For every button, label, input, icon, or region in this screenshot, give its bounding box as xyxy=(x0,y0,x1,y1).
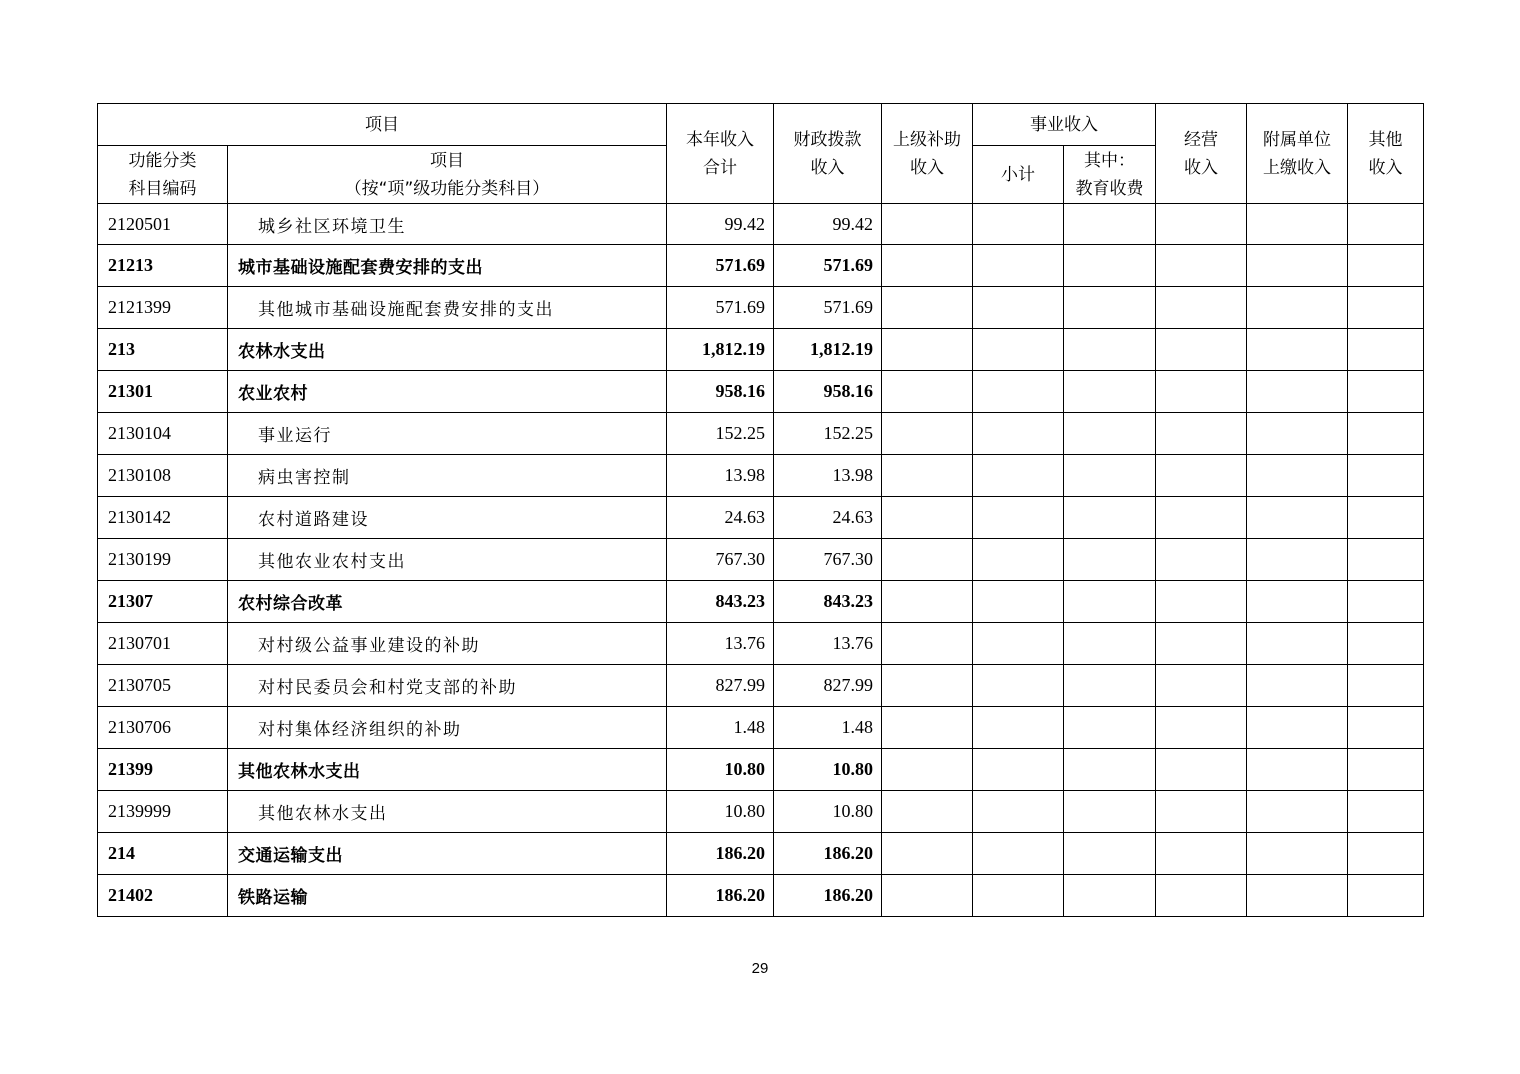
affiliated-income-cell xyxy=(1247,204,1348,245)
operating-income-cell xyxy=(1156,245,1247,287)
income-budget-table xyxy=(97,103,1424,917)
table-row xyxy=(98,329,1424,371)
total-income-cell: 1.48 xyxy=(667,707,774,749)
business-subtotal-cell xyxy=(973,581,1064,623)
header-business-income: 事业收入 xyxy=(973,104,1156,146)
superior-subsidy-cell xyxy=(882,455,973,497)
item-name-cell: 农林水支出 xyxy=(228,329,667,371)
item-name-cell: 城市基础设施配套费安排的支出 xyxy=(228,245,667,287)
function-code-cell: 2130706 xyxy=(98,707,228,749)
item-name-cell: 交通运输支出 xyxy=(228,833,667,875)
operating-income-cell xyxy=(1156,497,1247,539)
item-name-cell: 对村民委员会和村党支部的补助 xyxy=(228,665,667,707)
affiliated-income-cell xyxy=(1247,329,1348,371)
total-income-cell: 186.20 xyxy=(667,875,774,917)
other-income-cell xyxy=(1348,287,1424,329)
operating-income-cell xyxy=(1156,833,1247,875)
total-income-cell: 10.80 xyxy=(667,791,774,833)
operating-income-cell xyxy=(1156,665,1247,707)
education-fee-cell xyxy=(1064,749,1156,791)
business-subtotal-cell xyxy=(973,497,1064,539)
business-subtotal-cell xyxy=(973,455,1064,497)
item-name-cell: 其他农林水支出 xyxy=(228,749,667,791)
other-income-cell xyxy=(1348,791,1424,833)
fiscal-appropriation-cell: 571.69 xyxy=(774,245,882,287)
table-row xyxy=(98,287,1424,329)
function-code-cell: 213 xyxy=(98,329,228,371)
total-income-cell: 10.80 xyxy=(667,749,774,791)
table-body xyxy=(98,204,1424,917)
header-subtotal: 小计 xyxy=(973,146,1064,204)
table-row xyxy=(98,623,1424,665)
item-name-cell: 对村集体经济组织的补助 xyxy=(228,707,667,749)
other-income-cell xyxy=(1348,413,1424,455)
education-fee-cell xyxy=(1064,623,1156,665)
education-fee-cell xyxy=(1064,497,1156,539)
other-income-cell xyxy=(1348,707,1424,749)
item-name-cell: 其他农业农村支出 xyxy=(228,539,667,581)
operating-income-cell xyxy=(1156,539,1247,581)
operating-income-cell xyxy=(1156,623,1247,665)
total-income-cell: 1,812.19 xyxy=(667,329,774,371)
function-code-cell: 214 xyxy=(98,833,228,875)
header-project: 项目 xyxy=(98,104,667,146)
superior-subsidy-cell xyxy=(882,413,973,455)
total-income-cell: 152.25 xyxy=(667,413,774,455)
superior-subsidy-cell xyxy=(882,749,973,791)
education-fee-cell xyxy=(1064,413,1156,455)
total-income-cell: 767.30 xyxy=(667,539,774,581)
business-subtotal-cell xyxy=(973,204,1064,245)
affiliated-income-cell xyxy=(1247,371,1348,413)
fiscal-appropriation-cell: 767.30 xyxy=(774,539,882,581)
function-code-cell: 2130705 xyxy=(98,665,228,707)
total-income-cell: 13.76 xyxy=(667,623,774,665)
superior-subsidy-cell xyxy=(882,833,973,875)
superior-subsidy-cell xyxy=(882,245,973,287)
table-row xyxy=(98,245,1424,287)
fiscal-appropriation-cell: 1,812.19 xyxy=(774,329,882,371)
item-name-cell: 其他农林水支出 xyxy=(228,791,667,833)
affiliated-income-cell xyxy=(1247,665,1348,707)
item-name-cell: 农业农村 xyxy=(228,371,667,413)
business-subtotal-cell xyxy=(973,665,1064,707)
item-name-cell: 农村道路建设 xyxy=(228,497,667,539)
affiliated-income-cell xyxy=(1247,539,1348,581)
total-income-cell: 958.16 xyxy=(667,371,774,413)
affiliated-income-cell xyxy=(1247,833,1348,875)
other-income-cell xyxy=(1348,204,1424,245)
header-superior-subsidy: 上级补助 收入 xyxy=(882,104,973,204)
operating-income-cell xyxy=(1156,413,1247,455)
other-income-cell xyxy=(1348,665,1424,707)
business-subtotal-cell xyxy=(973,749,1064,791)
fiscal-appropriation-cell: 13.98 xyxy=(774,455,882,497)
business-subtotal-cell xyxy=(973,875,1064,917)
function-code-cell: 2130142 xyxy=(98,497,228,539)
affiliated-income-cell xyxy=(1247,875,1348,917)
business-subtotal-cell xyxy=(973,329,1064,371)
other-income-cell xyxy=(1348,539,1424,581)
header-fiscal-appropriation: 财政拨款 收入 xyxy=(774,104,882,204)
affiliated-income-cell xyxy=(1247,623,1348,665)
header-total-income: 本年收入 合计 xyxy=(667,104,774,204)
item-name-cell: 铁路运输 xyxy=(228,875,667,917)
superior-subsidy-cell xyxy=(882,665,973,707)
operating-income-cell xyxy=(1156,791,1247,833)
fiscal-appropriation-cell: 958.16 xyxy=(774,371,882,413)
operating-income-cell xyxy=(1156,455,1247,497)
item-name-cell: 其他城市基础设施配套费安排的支出 xyxy=(228,287,667,329)
fiscal-appropriation-cell: 186.20 xyxy=(774,833,882,875)
fiscal-appropriation-cell: 827.99 xyxy=(774,665,882,707)
affiliated-income-cell xyxy=(1247,497,1348,539)
business-subtotal-cell xyxy=(973,833,1064,875)
fiscal-appropriation-cell: 10.80 xyxy=(774,791,882,833)
operating-income-cell xyxy=(1156,749,1247,791)
other-income-cell xyxy=(1348,245,1424,287)
other-income-cell xyxy=(1348,371,1424,413)
table-row xyxy=(98,707,1424,749)
affiliated-income-cell xyxy=(1247,791,1348,833)
education-fee-cell xyxy=(1064,791,1156,833)
total-income-cell: 843.23 xyxy=(667,581,774,623)
item-name-cell: 事业运行 xyxy=(228,413,667,455)
business-subtotal-cell xyxy=(973,245,1064,287)
other-income-cell xyxy=(1348,497,1424,539)
fiscal-appropriation-cell: 186.20 xyxy=(774,875,882,917)
business-subtotal-cell xyxy=(973,623,1064,665)
business-subtotal-cell xyxy=(973,413,1064,455)
other-income-cell xyxy=(1348,623,1424,665)
item-name-cell: 病虫害控制 xyxy=(228,455,667,497)
affiliated-income-cell xyxy=(1247,455,1348,497)
total-income-cell: 571.69 xyxy=(667,245,774,287)
fiscal-appropriation-cell: 1.48 xyxy=(774,707,882,749)
superior-subsidy-cell xyxy=(882,875,973,917)
other-income-cell xyxy=(1348,833,1424,875)
operating-income-cell xyxy=(1156,371,1247,413)
education-fee-cell xyxy=(1064,371,1156,413)
table-row xyxy=(98,204,1424,245)
education-fee-cell xyxy=(1064,833,1156,875)
total-income-cell: 13.98 xyxy=(667,455,774,497)
superior-subsidy-cell xyxy=(882,707,973,749)
fiscal-appropriation-cell: 571.69 xyxy=(774,287,882,329)
function-code-cell: 2130199 xyxy=(98,539,228,581)
superior-subsidy-cell xyxy=(882,287,973,329)
superior-subsidy-cell xyxy=(882,623,973,665)
function-code-cell: 2130104 xyxy=(98,413,228,455)
fiscal-appropriation-cell: 99.42 xyxy=(774,204,882,245)
operating-income-cell xyxy=(1156,707,1247,749)
education-fee-cell xyxy=(1064,245,1156,287)
education-fee-cell xyxy=(1064,287,1156,329)
fiscal-appropriation-cell: 13.76 xyxy=(774,623,882,665)
education-fee-cell xyxy=(1064,707,1156,749)
table-row xyxy=(98,413,1424,455)
superior-subsidy-cell xyxy=(882,539,973,581)
fiscal-appropriation-cell: 843.23 xyxy=(774,581,882,623)
header-item-name: 项目 （按“项”级功能分类科目） xyxy=(228,146,667,204)
affiliated-income-cell xyxy=(1247,413,1348,455)
business-subtotal-cell xyxy=(973,707,1064,749)
superior-subsidy-cell xyxy=(882,329,973,371)
table-row xyxy=(98,665,1424,707)
table-row xyxy=(98,539,1424,581)
total-income-cell: 571.69 xyxy=(667,287,774,329)
table-row xyxy=(98,455,1424,497)
total-income-cell: 99.42 xyxy=(667,204,774,245)
total-income-cell: 186.20 xyxy=(667,833,774,875)
education-fee-cell xyxy=(1064,204,1156,245)
table-row xyxy=(98,581,1424,623)
table-header xyxy=(98,104,1424,204)
business-subtotal-cell xyxy=(973,371,1064,413)
total-income-cell: 24.63 xyxy=(667,497,774,539)
function-code-cell: 21402 xyxy=(98,875,228,917)
function-code-cell: 2121399 xyxy=(98,287,228,329)
table-row xyxy=(98,833,1424,875)
affiliated-income-cell xyxy=(1247,581,1348,623)
item-name-cell: 城乡社区环境卫生 xyxy=(228,204,667,245)
operating-income-cell xyxy=(1156,204,1247,245)
superior-subsidy-cell xyxy=(882,791,973,833)
affiliated-income-cell xyxy=(1247,707,1348,749)
fiscal-appropriation-cell: 24.63 xyxy=(774,497,882,539)
business-subtotal-cell xyxy=(973,791,1064,833)
function-code-cell: 2139999 xyxy=(98,791,228,833)
other-income-cell xyxy=(1348,749,1424,791)
function-code-cell: 21301 xyxy=(98,371,228,413)
item-name-cell: 农村综合改革 xyxy=(228,581,667,623)
other-income-cell xyxy=(1348,581,1424,623)
function-code-cell: 2130701 xyxy=(98,623,228,665)
operating-income-cell xyxy=(1156,329,1247,371)
table-row xyxy=(98,497,1424,539)
header-other-income: 其他 收入 xyxy=(1348,104,1424,204)
function-code-cell: 21213 xyxy=(98,245,228,287)
fiscal-appropriation-cell: 10.80 xyxy=(774,749,882,791)
education-fee-cell xyxy=(1064,665,1156,707)
page-number: 29 xyxy=(751,960,769,977)
superior-subsidy-cell xyxy=(882,497,973,539)
education-fee-cell xyxy=(1064,875,1156,917)
fiscal-appropriation-cell: 152.25 xyxy=(774,413,882,455)
function-code-cell: 2130108 xyxy=(98,455,228,497)
education-fee-cell xyxy=(1064,455,1156,497)
header-function-code: 功能分类 科目编码 xyxy=(98,146,228,204)
education-fee-cell xyxy=(1064,539,1156,581)
header-education-fee: 其中： 教育收费 xyxy=(1064,146,1156,204)
other-income-cell xyxy=(1348,875,1424,917)
superior-subsidy-cell xyxy=(882,204,973,245)
total-income-cell: 827.99 xyxy=(667,665,774,707)
function-code-cell: 21399 xyxy=(98,749,228,791)
business-subtotal-cell xyxy=(973,539,1064,581)
table-row xyxy=(98,371,1424,413)
table-row xyxy=(98,749,1424,791)
education-fee-cell xyxy=(1064,581,1156,623)
other-income-cell xyxy=(1348,455,1424,497)
affiliated-income-cell xyxy=(1247,749,1348,791)
function-code-cell: 21307 xyxy=(98,581,228,623)
operating-income-cell xyxy=(1156,287,1247,329)
education-fee-cell xyxy=(1064,329,1156,371)
superior-subsidy-cell xyxy=(882,581,973,623)
table-row xyxy=(98,875,1424,917)
affiliated-income-cell xyxy=(1247,287,1348,329)
business-subtotal-cell xyxy=(973,287,1064,329)
operating-income-cell xyxy=(1156,581,1247,623)
header-operating-income: 经营 收入 xyxy=(1156,104,1247,204)
table-row xyxy=(98,791,1424,833)
operating-income-cell xyxy=(1156,875,1247,917)
affiliated-income-cell xyxy=(1247,245,1348,287)
other-income-cell xyxy=(1348,329,1424,371)
header-affiliated-income: 附属单位 上缴收入 xyxy=(1247,104,1348,204)
item-name-cell: 对村级公益事业建设的补助 xyxy=(228,623,667,665)
function-code-cell: 2120501 xyxy=(98,204,228,245)
superior-subsidy-cell xyxy=(882,371,973,413)
